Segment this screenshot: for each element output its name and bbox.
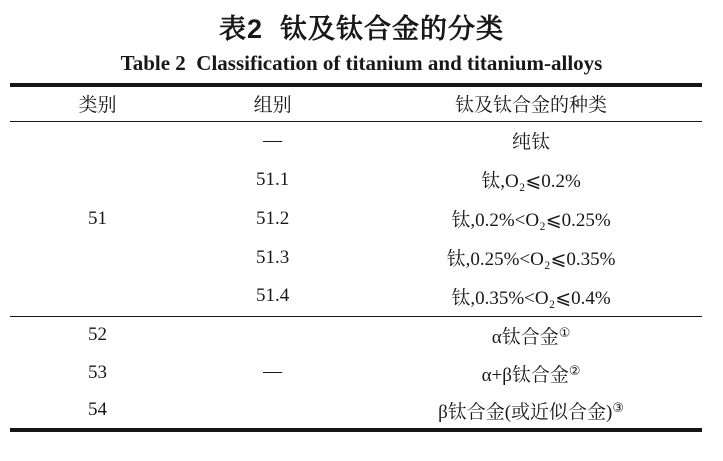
table-header [10,85,702,121]
group-cell: — [263,129,283,151]
group-cell: 51.2 [255,207,290,229]
classification-table [10,83,702,432]
category-cell: 54 [88,399,108,420]
footnote-marker: ③ [612,399,625,415]
footnote-marker: ① [558,324,571,340]
section-group-51 [10,121,702,316]
kind-cell: 纯钛 [512,132,551,154]
group-cell: 51.3 [255,246,290,268]
kind-cell: 钛,0.2%<O₂⩽0.25% [451,210,611,231]
header-row [10,85,702,121]
kind-cell: 钛,0.25%<O₂⩽0.35% [446,249,616,270]
group-cell-dash: — [263,361,283,383]
column-header-kind: 钛及钛合金的种类 [455,95,608,117]
kind-cell [360,316,702,354]
column-header-category: 类别 [78,95,117,117]
table-row [10,121,702,160]
category-cell-51: 51 [88,207,108,229]
table-row [10,316,702,354]
kind-cell: 钛,O₂⩽0.2% [481,171,581,192]
group-cell: 51.1 [255,168,290,190]
footnote-marker: ② [568,362,581,378]
group-cell: 51.4 [255,285,290,307]
kind-cell [360,392,702,430]
document-page [0,11,723,461]
kind-text: α钛合金 [491,326,559,348]
section-alloy-types [10,316,702,430]
category-cell: 52 [88,324,108,346]
category-cell: 53 [88,362,108,383]
kind-text: α+β钛合金 [481,364,569,386]
table-title-english: Table 2 Classification of titanium and titanium-alloys [120,51,603,75]
kind-cell: 钛,0.35%<O₂⩽0.4% [451,287,611,309]
kind-cell [360,354,702,392]
column-header-group: 组别 [253,95,292,117]
kind-text: β钛合金(或近似合金) [438,401,613,423]
table-title-chinese: 表2 钛及钛合金的分类 [218,14,505,44]
